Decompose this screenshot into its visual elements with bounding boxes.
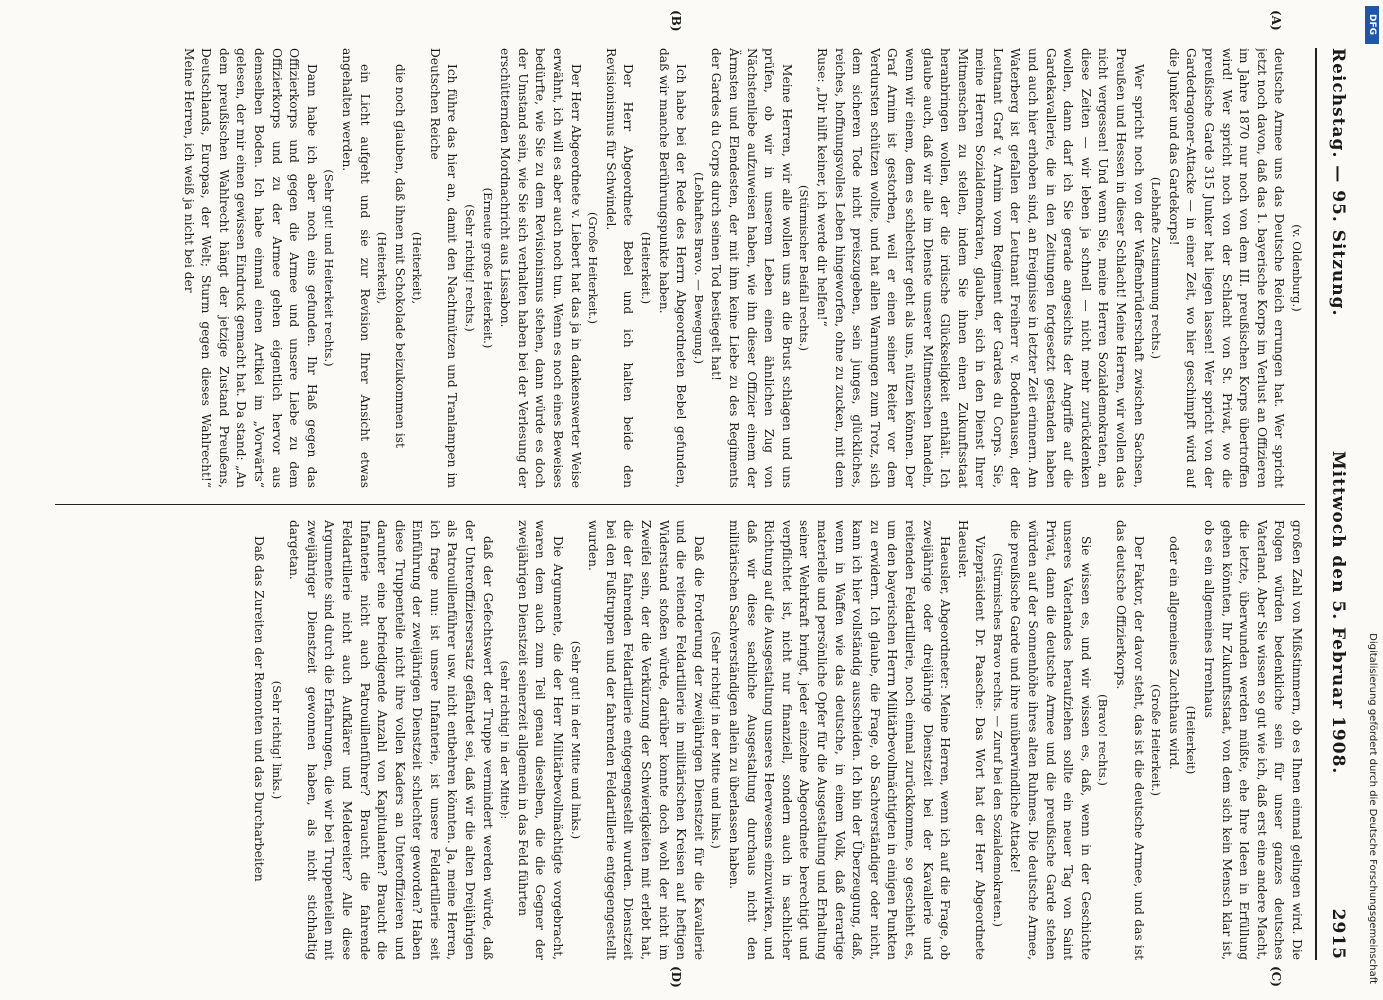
text-column-left — [55, 48, 1305, 488]
margin-marker-b: (B) — [669, 10, 683, 32]
page-header — [1321, 48, 1355, 960]
stage-direction: (Heiterkeit), — [410, 231, 425, 305]
paragraph: Ich habe bei der Rede des Herrn Abgeordneten Bebel gefunden, daß wir manche Berührungspunkte haben. — [656, 48, 689, 488]
text-column-right — [55, 520, 1305, 960]
header-rule — [1315, 48, 1317, 960]
stage-direction: (Stürmisches Bravo rechts. — Zuruf bei den Sozialdemokraten.) — [990, 553, 1005, 927]
stage-direction: (Sehr gut! in der Mitte und links.) — [568, 640, 583, 840]
paragraph: Daß die Forderung der zweijährigen Dienstzeit für die Kavallerie und die reitende Feldartillerie in militärischen Kreisen auf heftigen Widerstand stoßen würde, darüber konnte doch wohl der nicht im Zweifel sein, der die Verkürzung der Schwierigkeiten mit erlebt hat, die der fahrenden Feldartillerie entgegengestellt wurden. Dienstzeit bei den Fußtruppen und der fahrenden Feldartillerie entgegengestellt wurden. — [586, 520, 706, 960]
margin-marker-d: (D) — [669, 966, 683, 988]
digitization-credit-strip — [1362, 0, 1383, 1000]
paragraph: Der Herr Abgeordnete Bebel und ich halten beide den Revisionismus für Schwindel. — [603, 48, 636, 488]
paragraph: deutsche Armee uns das Deutsche Reich errungen hat. Wer spricht jetzt noch davon, daß das 1. bayerische Korps im Verlust an Offizieren im Jahre 1870 nur noch von dem III. preußischen Korps übertroffen wird! Wer spricht noch von der Schlacht von St. Privat, wo die preußische Garde 315 Junker hat liegen lassen! Wer spricht von der Gardedragoner-Attacke — in einer Zeit, wo hier geschimpft wird auf die Junker und das Gardekorps! — [1166, 48, 1287, 488]
stage-direction: (Heiterkeit), — [375, 231, 390, 305]
paragraph: Sie wissen es, und wir wissen es, daß, wenn in der Geschichte unseres Vaterlandes heraufziehen sollte ein neuer Tag von Saint Privat, dann die deutsche Armee und die preußische Garde stehen würden auf der Sonnenhöhe ihres alten Ruhmes. Die deutsche Armee, die preußische Garde und ihre unüberwindliche Attacke! — [1008, 520, 1093, 960]
paragraph: Daß das Zureiten der Remonten und das Durcharbeiten — [251, 536, 266, 882]
stage-direction: (Große Heiterkeit.) — [1149, 684, 1164, 796]
header-date: Mittwoch den 5. Februar 1908. — [1328, 450, 1348, 775]
stage-direction: (Lebhafte Zustimmung rechts.) — [1149, 177, 1164, 359]
header-left: Reichstag. — 95. Sitzung. — [1328, 48, 1348, 317]
paragraph: großen Zahl von Mißstimmern, ob es Ihnen einmal gelingen wird. Die Folgen würden bedenkliche sein für unser ganzes deutsches Vaterland. Aber Sie wissen so gut wie ich, daß erst eine andere Macht, die letzte, überwunden werden müßte, ehe Ihre Ideen in Erfüllung gehen könnten, Ihr Zukunftsstaat, von dem sich kein Mensch klar ist, ob es ein allgemeines Irrenhaus — [1202, 520, 1304, 960]
paragraph: Wer spricht noch von der Waffenbrüderschaft zwischen Sachsen, Preußen und Hessen in dieser Schlacht! Meine Herren, wir wollen das nicht vergessen! Und wenn Sie, meine Herren Sozialdemokraten, an diese Zeiten — wir leben ja schnell — nicht mehr zurückdenken wollen, dann darf ich Sie gerade angesichts der Angriffe auf die Gardekavallerie, die in den Zeitungen fortgesetzt gestanden haben und auch hier erhoben sind, an Ereignisse in letzter Zeit erinnern. Am Waterberg ist gefallen der Leutnant Freiherr v. Bodenhausen, der Leutnant Graf v. Arnim vom Regiment der Gardes du Corps. Sie, meine Herren Sozialdemokraten, glauben, sich in den Dienst Ihrer Mitmenschen zu stellen, indem Sie ihnen einen Zukunftsstaat heranbringen wollen, der die irdische Glückseligkeit enthält. Ich glaube auch, daß wir alle im Dienste unserer Mitmenschen handeln, wenn wir einem, dem es schlechter geht als uns, nützen können. Der Graf Arnim ist gestorben, weil er einen seiner Reiter vor dem Verdursten schützen wollte, und hat allen Warnungen zum Trotz, sich dem sicheren Tode nicht preiszugeben, sein junges, glückliches, reiches, hoffnungsvolles Leben hingeworfen, ohne zu zucken, mit dem Ruse: „Dir hilft keiner, ich werde dir helfen!“ — [814, 48, 1146, 488]
stage-direction: (Sehr richtig! links.) — [269, 680, 284, 800]
paragraph: ein Licht aufgeht und sie zur Revision Ihrer Ansicht etwas angehalten werden. — [339, 48, 372, 488]
page-number: 2915 — [1328, 908, 1348, 960]
stage-direction: (Sehr gut! und Heiterkeit rechts.) — [322, 169, 337, 367]
paragraph: Haeusler, Abgeordneter: Meine Herren, wenn ich auf die Frage, ob zweijährige oder dreijährige Dienstzeit bei der Kavallerie und reitenden Feldartillerie, noch einmal zurückkomme, so geschieht es, um den bayerischen Herrn Militärbevollmächtigten in einigen Punkten zu erwidern. Ich glaube, die Frage, ob Sachverständiger oder nicht, kann ich hier vollständig ausscheiden. Ich bin der Überzeugung, daß, wenn in Waffen wie das deutsche, in einem Volk, daß derartige materielle und persönliche Opfer für die Ausgestaltung und Erhaltung seiner Wehrkraft bringt, jeder einzelne Abgeordnete berechtigt und verpflichtet ist, nicht nur finanziell, sondern auch in sachlicher Richtung auf die Ausgestaltung unseres Heerwesens einzuwirken, und daß wir diese sachliche Ausgestaltung durchaus nicht den militärischen Sachverständigen allein zu überlassen haben. — [727, 520, 953, 960]
stage-direction: (sehr richtig! in der Mitte): — [498, 660, 513, 820]
paragraph: die noch glauben, daß ihnen mit Schokolade beizukommen ist — [392, 64, 407, 448]
dfg-logo: DFG — [1365, 6, 1379, 44]
margin-marker-c: (C) — [1269, 966, 1283, 987]
paragraph: Die Argumente, die der Herr Militärbevollmächtigte vorgebracht, waren dem auch zum Teil genau dieselben, die die Gegner der zweijährigen Dienstzeit seinerzeit allgemein in das Feld führten — [515, 520, 566, 960]
stage-direction: (v. Oldenburg.) — [1290, 224, 1304, 312]
stage-direction: (Große Heiterkeit.) — [586, 212, 601, 324]
paragraph: Der Herr Abgeordnete v. Liebert hat das ja in dankenswerter Weise erwähnt, ich will es aber auch noch tun. Wenn es noch eines Beweises bedürfte, wie Sie zu dem Revisionismus stehen, dann würde es doch der Umstand sein, wie Sie sich verhalten haben bei der Verlesung der erschütternden Mordnachricht aus Lissabon. — [498, 48, 583, 488]
paragraph: Meine Herren, wir alle wollen uns an die Brust schlagen und uns prüfen, ob wir in unserem Leben einen ähnlichen Zug von Nächstenliebe aufzuweisen haben, wie ihn dieser Offizier einem der Ärmsten und Elendesten, der mit ihm keine Liebe zu des Regiments der Gardes du Corps durch seinen Tod bestiegelt hat! — [709, 48, 794, 488]
stage-direction: (Sehr richtig! rechts.) — [463, 204, 478, 332]
paragraph: daß der Gefechtswert der Truppe vermindert werden würde, daß der Unteroffiziersersatz gefährdet sei, daß wir die alten Dreijährigen als Patrouillenführer usw. nicht entbehren könnten. Ja, meine Herren, ich frage nun: ist unsere Infanterie, ist unsere Feldartillerie seit Einführung der zweijährigen Dienstzeit schlechter geworden? Haben diese Truppenteile nicht ihre vollen Kaders an Unteroffizieren und darunter eine befriedigende Anzahl von Kapitulanten? Braucht die Infanterie nicht auch Patrouillenführer? Braucht die fahrende Feldartillerie nicht auch Aufklärer und Meldereiter? Alle diese Argumente sind durch die Erfahrungen, die wir bei Truppenteilen mit zweijähriger Dienstzeit gewonnen haben, als nicht stichhaltig dargetan. — [287, 520, 495, 960]
stage-direction: (Lebhaftes Bravo. — Bewegung.) — [691, 172, 706, 364]
stage-direction: (Bravo! rechts.) — [1096, 694, 1111, 786]
stage-direction: (Heiterkeit.) — [639, 231, 654, 305]
column-divider — [55, 504, 1305, 505]
paragraph: oder ein allgemeines Zuchthaus wird. — [1166, 536, 1181, 770]
stage-direction: (Sehr richtig! in der Mitte und links.) — [709, 631, 724, 849]
paragraph: Der Faktor, der davor steht, das ist die deutsche Armee, und das ist das deutsche Offizierkorps. — [1114, 520, 1146, 960]
margin-marker-a: (A) — [1269, 10, 1283, 31]
credit-text: Digitalisierung gefördert durch die Deutsche Forschungsgemeinschaft — [1367, 633, 1378, 984]
stage-direction: (Erneute große Heiterkeit.) — [480, 187, 495, 349]
paragraph: Ich führe das hier an, damit den Nachtmützen und Tranlampen im Deutschen Reiche — [427, 48, 460, 488]
stage-direction: (Stürmischer Beifall rechts.) — [797, 184, 812, 352]
stage-direction: (Heiterkeit) — [1184, 705, 1199, 775]
paragraph: Dann habe ich aber noch eins gefunden. Ihr Haß gegen das Offizierkorps und gegen die Armee und unsere Liebe zu dem Offizierkorps und zu der Armee gehen eigentlich hervor aus demselben Boden. Ich habe einmal einen Artikel im „Vorwärts“ gelesen, der mir einen gewissen Eindruck gemacht hat. Da stand: „An dem preußischen Wahlrecht hängt der jetzige Zustand Preußens, Deutschlands, Europas, der Welt; Sturm gegen dieses Wahlrecht!“ Meine Herren, ich weiß ja nicht bei der — [181, 48, 319, 488]
paragraph: Vizepräsident Dr. Paasche: Das Wort hat der Herr Abgeordnete Haeusler. — [955, 520, 988, 960]
